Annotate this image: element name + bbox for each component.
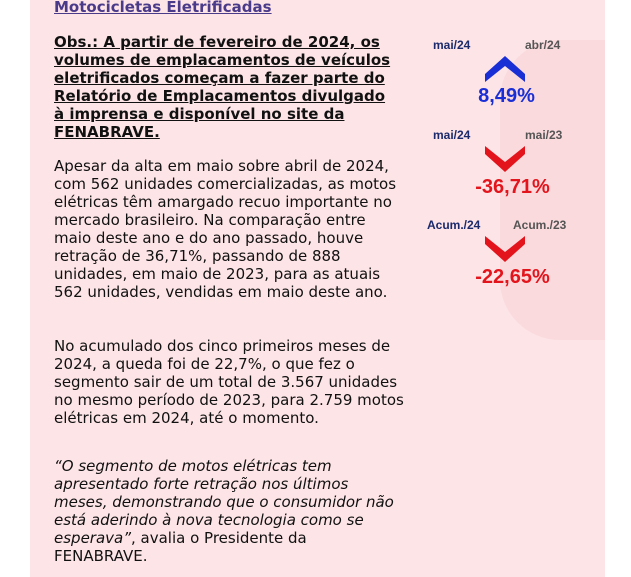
indicator-right-label: abr/24 (525, 38, 561, 52)
indicator-left-label: Acum./24 (427, 218, 481, 232)
indicator-year-over-year (425, 128, 600, 208)
indicator-value: -22,65% (475, 266, 550, 288)
paragraph-monthly: Apesar da alta em maio sobre abril de 2024, com 562 unidades comercializadas, as motos elétricas têm amargado recuo importante no mercado brasileiro. Na comparação entre maio deste ano e do ano passado, houve retração de 36,71%, passando de 888 unidades, em maio de 2023, para as atuais 562 unidades, vendidas em maio deste ano. (54, 157, 397, 301)
content-panel (30, 0, 605, 577)
indicator-accumulated (425, 218, 600, 298)
indicator-value: 8,49% (478, 85, 535, 107)
indicator-right-label: Acum./23 (513, 218, 567, 232)
arrow-down-icon (483, 234, 527, 264)
paragraph-quote (54, 457, 404, 565)
obs-note: Obs.: A partir de fevereiro de 2024, os volumes de emplacamentos de veículos eletrificados começam a fazer parte do Relatório de Emplacamentos divulgado à imprensa e disponível no site da FENABRAVE. (54, 33, 391, 141)
indicator-left-label: mai/24 (433, 38, 471, 52)
section-title: Motocicletas Eletrificadas (54, 0, 272, 16)
quote-attribution: , avalia o Presidente da FENABRAVE. (54, 529, 307, 565)
indicator-month-over-month (425, 38, 600, 118)
indicator-left-label: mai/24 (433, 128, 471, 142)
arrow-up-icon (483, 54, 527, 84)
arrow-down-icon (483, 144, 527, 174)
president-quote: “O segmento de motos elétricas tem apresentado forte retração nos últimos meses, demonstrando que o consumidor não está aderindo à nova tecnologia como se esperava” (54, 457, 394, 547)
paragraph-accumulated: No acumulado dos cinco primeiros meses de 2024, a queda foi de 22,7%, o que fez o segmento sair de um total de 3.567 unidades no mesmo período de 2023, para 2.759 motos elétricas em 2024, até o momento. (54, 337, 404, 427)
indicator-value: -36,71% (475, 176, 550, 198)
indicator-right-label: mai/23 (525, 128, 563, 142)
